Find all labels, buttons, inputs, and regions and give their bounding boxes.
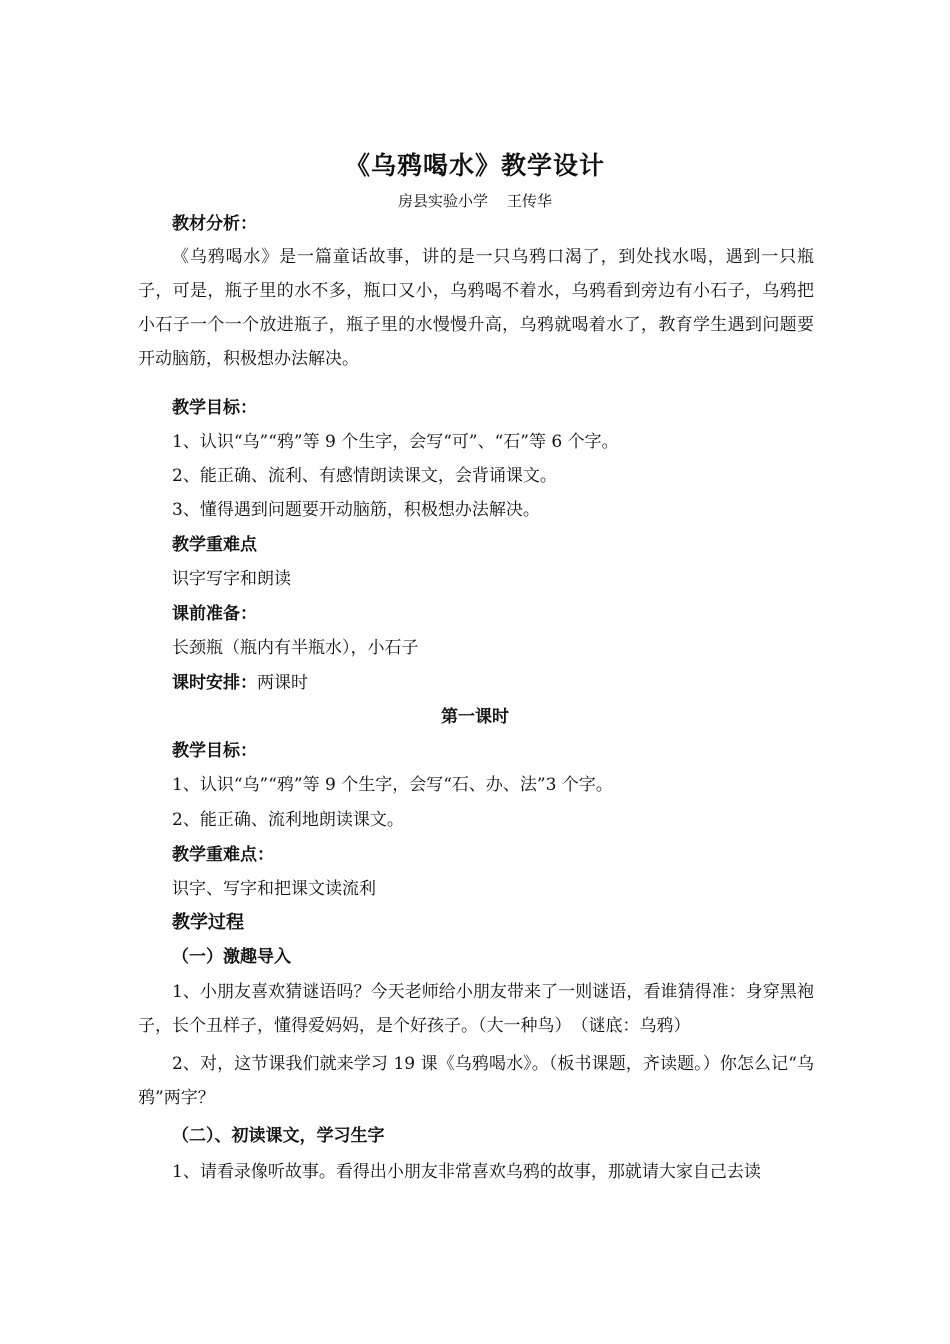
lesson-one-key-text: 识字、写字和把课文读流利 [172, 879, 376, 899]
lesson-one-key-heading: 教学重难点： [172, 845, 274, 865]
schedule-heading: 课时安排： [172, 673, 257, 693]
material-paragraph: 《乌鸦喝水》是一篇童话故事，讲的是一只乌鸦口渴了，到处找水喝，遇到一只瓶子，可是，瓶子里的水不多，瓶口又小，乌鸦喝不着水，乌鸦看到旁边有小石子，乌鸦把小石子一个一个放进瓶子，瓶子里的水慢慢升高，乌鸦就喝着水了，教育学生遇到问题要开动脑筋，积极想办法解决。 [138, 247, 814, 369]
lesson-one-goal-item: 2、能正确、流利地朗读课文。 [172, 810, 404, 830]
preparation-text: 长颈瓶（瓶内有半瓶水），小石子 [172, 638, 419, 658]
step-one-paragraph: 2、对，这节课我们就来学习 19 课《乌鸦喝水》。（板书课题，齐读题。）你怎么记“乌鸦”两字？ [138, 1054, 814, 1108]
step-two-heading: （二）、初读课文，学习生字 [172, 1126, 385, 1146]
goal-item: 2、能正确、流利、有感情朗读课文，会背诵课文。 [172, 466, 557, 486]
lesson-one-goal-item: 1、认识“乌”“鸦”等 9 个生字，会写“石、办、法”3 个字。 [172, 775, 613, 795]
goal-item: 1、认识“乌”“鸦”等 9 个生字，会写“可”、“石”等 6 个字。 [172, 432, 619, 452]
step-two-paragraph: 1、请看录像听故事。看得出小朋友非常喜欢乌鸦的故事，那就请大家自己去读 [172, 1162, 761, 1182]
document-author: 房县实验小学 王传华 [397, 192, 553, 210]
material-heading: 教材分析： [172, 214, 257, 234]
schedule-text: 两课时 [257, 673, 308, 693]
step-one-paragraph: 1、小朋友喜欢猜谜语吗？今天老师给小朋友带来了一则谜语，看谁猜得准：身穿黑袍子，长个丑样子，懂得爱妈妈，是个好孩子。（大一种鸟） （谜底：乌鸦） [138, 982, 814, 1036]
step-one-heading: （一）激趣导入 [172, 947, 291, 967]
goal-item: 3、懂得遇到问题要开动脑筋，积极想办法解决。 [172, 500, 540, 520]
lesson-one-goals-heading: 教学目标： [172, 741, 257, 761]
key-points-heading: 教学重难点 [172, 535, 257, 555]
document-title: 《乌鸦喝水》教学设计 [344, 151, 605, 180]
preparation-heading: 课前准备： [172, 604, 257, 624]
schedule-line [172, 673, 308, 693]
goals-heading: 教学目标： [172, 398, 257, 418]
lesson-one-heading: 第一课时 [441, 707, 509, 727]
key-points-text: 识字写字和朗读 [172, 569, 291, 589]
process-heading: 教学过程 [172, 912, 244, 933]
